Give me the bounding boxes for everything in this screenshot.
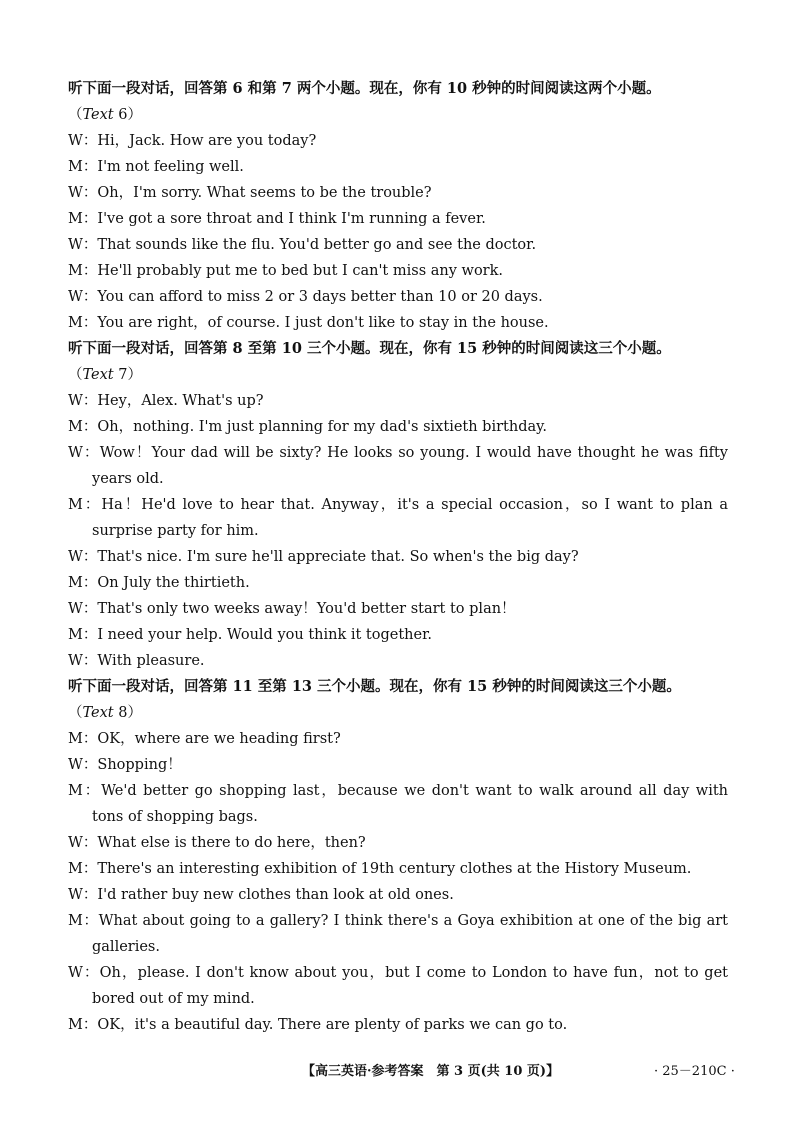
dialogue-line: W：What else is there to do here，then?: [68, 835, 366, 851]
dialogue-line: M：There's an interesting exhibition of 19th century clothes at the History Museum.: [68, 861, 692, 877]
dialogue-line: W：I'd rather buy new clothes than look at old ones.: [68, 887, 454, 903]
dialogue-line: M：On July the thirtieth.: [68, 575, 250, 591]
section-intro-11-13: 听下面一段对话，回答第 11 至第 13 三个小题。现在，你有 15 秒钟的时间阅读这三个小题。: [68, 678, 681, 695]
dialogue-line: M：You are right，of course. I just don't like to stay in the house.: [68, 315, 549, 331]
dialogue-line: W：That's nice. I'm sure he'll appreciate that. So when's the big day?: [68, 549, 579, 565]
dialogue-line: W：With pleasure.: [68, 653, 205, 669]
dialogue-line: W：That's only two weeks away！You'd better start to plan！: [68, 601, 516, 617]
text-6-label-name: Text: [82, 107, 114, 123]
dialogue-line: W：Wow！Your dad will be sixty? He looks so young. I would have thought he was fifty years old.: [68, 445, 728, 487]
dialogue-line: W：Oh，please. I don't know about you，but I come to London to have fun，not to get bored out of my mind.: [68, 965, 728, 1007]
dialogue-line: W：You can afford to miss 2 or 3 days better than 10 or 20 days.: [68, 289, 543, 305]
text-6-label-num: 6）: [113, 107, 142, 123]
dialogue-line: W：Shopping！: [68, 757, 182, 773]
text-8-label-num: 8）: [113, 705, 142, 721]
dialogue-line: M：He'll probably put me to bed but I can't miss any work.: [68, 263, 503, 279]
dialogue-line: M：Oh，nothing. I'm just planning for my dad's sixtieth birthday.: [68, 419, 548, 435]
footer-doc-code: · 25－210C ·: [654, 1064, 735, 1079]
section-intro-8-10: 听下面一段对话，回答第 8 至第 10 三个小题。现在，你有 15 秒钟的时间阅读这三个小题。: [68, 340, 671, 357]
text-7-label-name: Text: [82, 367, 114, 383]
text-7-label-open: （: [68, 367, 83, 383]
dialogue-line: M：I need your help. Would you think it together.: [68, 627, 433, 643]
text-8-label-open: （: [68, 705, 83, 721]
text-8-label: [68, 700, 728, 726]
dialogue-line: W：Oh，I'm sorry. What seems to be the trouble?: [68, 185, 432, 201]
dialogue-line: W：Hey，Alex. What's up?: [68, 393, 264, 409]
dialogue-line: M：I'm not feeling well.: [68, 159, 244, 175]
footer-page-info: 【高三英语·参考答案 第 3 页(共 10 页)】: [302, 1064, 560, 1079]
text-7-label: [68, 362, 728, 388]
dialogue-line: M：OK，it's a beautiful day. There are plenty of parks we can go to.: [68, 1017, 568, 1033]
text-6-label: [68, 102, 728, 128]
text-6-label-open: （: [68, 107, 83, 123]
dialogue-line: M：OK，where are we heading first?: [68, 731, 341, 747]
text-7-label-num: 7）: [113, 367, 142, 383]
dialogue-line: M：I've got a sore throat and I think I'm running a fever.: [68, 211, 486, 227]
document-page: [68, 76, 728, 1038]
dialogue-line: M：We'd better go shopping last，because we don't want to walk around all day with tons of shopping bags.: [68, 783, 728, 825]
dialogue-line: W：That sounds like the flu. You'd better go and see the doctor.: [68, 237, 537, 253]
section-intro-6-7: 听下面一段对话，回答第 6 和第 7 两个小题。现在，你有 10 秒钟的时间阅读这两个小题。: [68, 80, 661, 97]
dialogue-line: M：What about going to a gallery? I think there's a Goya exhibition at one of the big art galleries.: [68, 913, 728, 955]
dialogue-line: M：Ha！He'd love to hear that. Anyway，it's a special occasion，so I want to plan a surprise party for him.: [68, 497, 728, 539]
text-8-label-name: Text: [82, 705, 114, 721]
dialogue-line: W：Hi，Jack. How are you today?: [68, 133, 317, 149]
